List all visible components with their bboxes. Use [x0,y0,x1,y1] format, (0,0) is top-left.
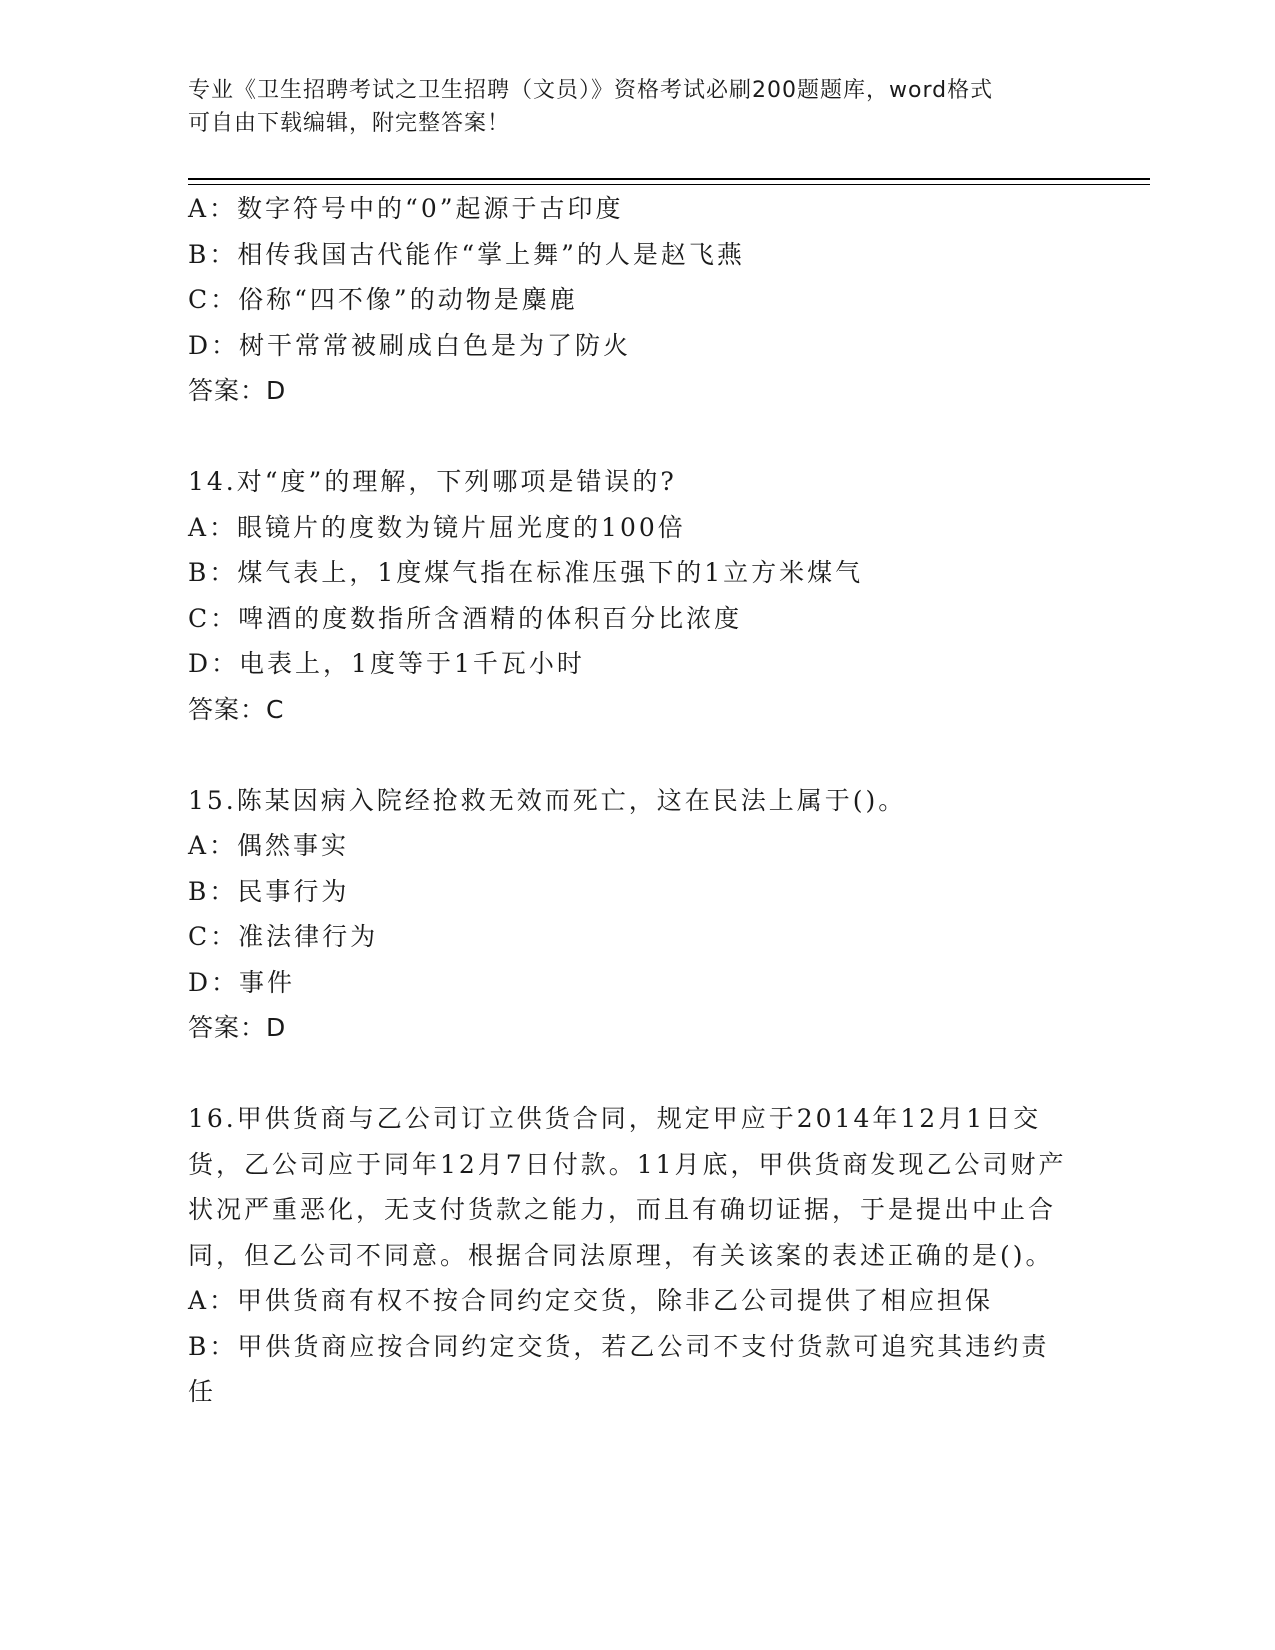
option-a: A：甲供货商有权不按合同约定交货，除非乙公司提供了相应担保 [188,1286,994,1315]
question-text: 15.陈某因病入院经抢救无效而死亡，这在民法上属于()。 [188,785,907,815]
option-a: A：数字符号中的“0”起源于古印度 [188,194,624,223]
question-list [188,186,1068,1415]
document-header [188,74,1068,140]
spacer [188,414,1068,460]
header-divider-thin [188,184,1150,185]
question-16 [188,1096,1068,1415]
option-b: B：相传我国古代能作“掌上舞”的人是赵飞燕 [188,239,745,269]
question-text: 16.甲供货商与乙公司订立供货合同，规定甲应于2014年12月1日交货，乙公司应于同年12月7日付款。11月底，甲供货商发现乙公司财产状况严重恶化，无支付货款之能力，而且有确切证据，于是提出中止合同，但乙公司不同意。根据合同法原理，有关该案的表述正确的是()。 [188,1104,1067,1270]
option-b: B：煤气表上，1度煤气指在标准压强下的1立方米煤气 [188,558,864,587]
answer-line: 答案：C [188,694,285,724]
option-d: D：树干常常被刷成白色是为了防火 [188,330,632,360]
option-c: C：俗称“四不像”的动物是麋鹿 [188,285,578,314]
option-b: B：甲供货商应按合同约定交货，若乙公司不支付货款可追究其违约责任 [188,1331,1050,1406]
option-d: D：事件 [188,967,296,997]
option-c: C：啤酒的度数指所含酒精的体积百分比浓度 [188,603,743,633]
header-title-line: 专业《卫生招聘考试之卫生招聘（文员）》资格考试必刷200题题库，word格式 [188,78,994,103]
question-14 [188,459,1068,732]
option-a: A：偶然事实 [188,831,350,860]
spacer [188,1051,1068,1097]
option-d: D：电表上，1度等于1千瓦小时 [188,649,585,678]
header-subtitle-line: 可自由下载编辑，附完整答案！ [188,111,511,136]
header-divider-thick [188,178,1150,180]
question-13 [188,186,1068,414]
question-15 [188,778,1068,1051]
option-c: C：准法律行为 [188,922,379,951]
answer-line: 答案：D [188,1013,287,1042]
spacer [188,732,1068,778]
question-text: 14.对“度”的理解，下列哪项是错误的? [188,467,677,496]
answer-line: 答案：D [188,376,287,405]
option-a: A：眼镜片的度数为镜片屈光度的100倍 [188,512,686,542]
option-b: B：民事行为 [188,876,350,906]
